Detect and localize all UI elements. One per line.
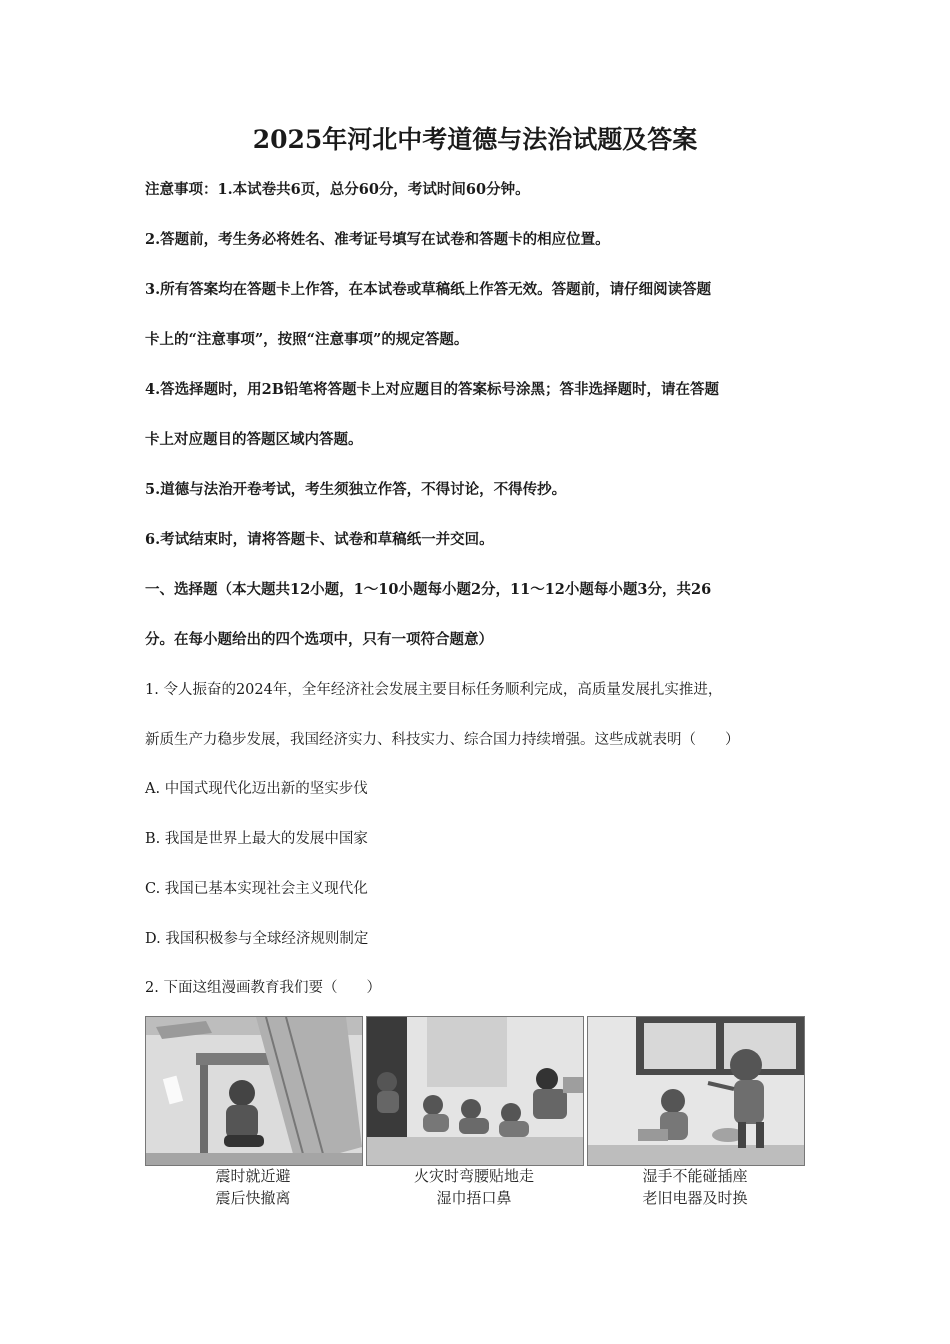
caption-fire-1: 火灾时弯腰贴地走 bbox=[413, 1167, 534, 1185]
section-heading: 一、选择题（本大题共12小题，1～10小题每小题2分，11～12小题每小题3分，共26 bbox=[145, 581, 712, 598]
caption-earthquake-2: 震后快撤离 bbox=[215, 1189, 291, 1207]
comic-electric bbox=[587, 1016, 805, 1166]
comic-fire-illustration bbox=[367, 1017, 583, 1165]
note-line-7: 5.道德与法治开卷考试，考生须独立作答，不得讨论，不得传抄。 bbox=[145, 481, 567, 498]
q1-stem-1: 1. 令人振奋的2024年，全年经济社会发展主要目标任务顺利完成，高质量发展扎实推进， bbox=[145, 682, 723, 698]
note-line-6: 卡上对应题目的答题区域内答题。 bbox=[145, 431, 363, 448]
comic-earthquake-illustration bbox=[146, 1017, 362, 1165]
note-line-4: 卡上的“注意事项”，按照“注意事项”的规定答题。 bbox=[145, 331, 469, 348]
q2-stem: 2. 下面这组漫画教育我们要（ ） bbox=[145, 980, 381, 996]
page-title: 2025年河北中考道德与法治试题及答案 bbox=[252, 125, 698, 154]
q1-option-b: B. 我国是世界上最大的发展中国家 bbox=[145, 831, 368, 847]
note-line-3: 3.所有答案均在答题卡上作答，在本试卷或草稿纸上作答无效。答题前，请仔细阅读答题 bbox=[145, 281, 712, 298]
caption-fire-2: 湿巾捂口鼻 bbox=[436, 1189, 512, 1207]
comic-earthquake bbox=[145, 1016, 363, 1166]
comic-electric-illustration bbox=[588, 1017, 804, 1165]
q1-option-c: C. 我国已基本实现社会主义现代化 bbox=[145, 881, 368, 897]
note-line-1: 注意事项：1.本试卷共6页，总分60分，考试时间60分钟。 bbox=[145, 181, 530, 198]
comic-fire bbox=[366, 1016, 584, 1166]
q1-option-a: A. 中国式现代化迈出新的坚实步伐 bbox=[145, 781, 368, 797]
caption-electric-2: 老旧电器及时换 bbox=[642, 1189, 748, 1207]
caption-earthquake-1: 震时就近避 bbox=[215, 1167, 291, 1185]
note-line-2: 2.答题前，考生务必将姓名、准考证号填写在试卷和答题卡的相应位置。 bbox=[145, 231, 610, 248]
q1-stem-2: 新质生产力稳步发展，我国经济实力、科技实力、综合国力持续增强。这些成就表明（ ） bbox=[145, 732, 740, 748]
section-heading-cont: 分。在每小题给出的四个选项中，只有一项符合题意） bbox=[145, 631, 493, 648]
q1-option-d: D. 我国积极参与全球经济规则制定 bbox=[145, 931, 369, 947]
caption-electric-1: 湿手不能碰插座 bbox=[642, 1167, 748, 1185]
note-line-8: 6.考试结束时，请将答题卡、试卷和草稿纸一并交回。 bbox=[145, 531, 494, 548]
note-line-5: 4.答选择题时，用2B铅笔将答题卡上对应题目的答案标号涂黑；答非选择题时，请在答题 bbox=[145, 381, 719, 398]
